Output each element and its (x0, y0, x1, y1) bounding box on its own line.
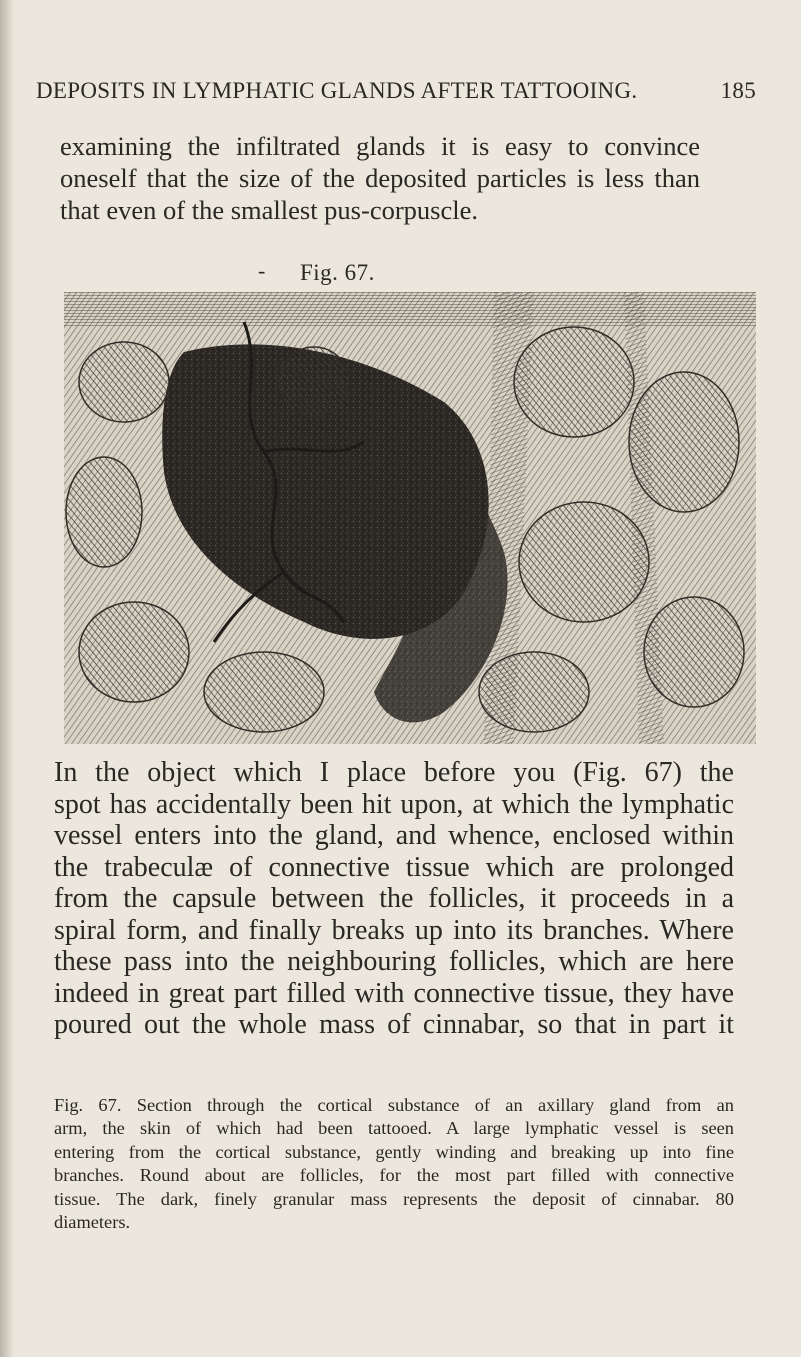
text-line: spot has accidentally been hit upon, at which the lymphatic (54, 788, 734, 820)
intro-paragraph (60, 130, 700, 226)
caption-line: Fig. 67. Section through the cortical substance of an axillary gland from an (54, 1095, 734, 1115)
text-line: examining the infiltrated glands it is easy to convince (60, 131, 700, 161)
caption-line: arm, the skin of which had been tattooed. A large lymphatic vessel is seen (54, 1118, 734, 1139)
body-paragraph (54, 757, 734, 1041)
figure-illustration (64, 292, 756, 744)
capsule-band (64, 292, 756, 328)
caption-line: diameters. (54, 1212, 131, 1233)
text-line: that even of the smallest pus-corpuscle. (60, 195, 478, 225)
running-head-title: DEPOSITS IN LYMPHATIC GLANDS AFTER TATTOOING. (36, 78, 638, 103)
caption-line: tissue. The dark, finely granular mass represents the deposit of cinnabar. 80 (54, 1188, 734, 1209)
page-edge-shadow (0, 0, 14, 1357)
text-line: spiral form, and finally breaks up into its branches. Where (54, 914, 734, 946)
caption-line: entering from the cortical substance, gently winding and breaking up into fine (54, 1141, 734, 1162)
figure-caption (54, 1094, 734, 1234)
caption-line: branches. Round about are follicles, for the most part filled with connective (54, 1165, 734, 1186)
running-head (36, 78, 756, 104)
text-line: In the object which I place before you (Fig. 67) the (54, 757, 734, 788)
figure-label: Fig. 67. (300, 260, 375, 285)
text-line: oneself that the size of the deposited particles is less than (60, 163, 700, 193)
text-line: vessel enters into the gland, and whence, enclosed within (54, 820, 734, 851)
text-line: poured out the whole mass of cinnabar, so that in part it (54, 1009, 734, 1040)
page-number: 185 (720, 78, 756, 103)
text-line: from the capsule between the follicles, it proceeds in a (54, 883, 734, 914)
text-line: indeed in great part filled with connective tissue, they have (54, 977, 734, 1009)
text-line: these pass into the neighbouring follicles, which are here (54, 946, 734, 977)
figure-dash: - (258, 258, 266, 283)
text-line: the trabeculæ of connective tissue which are prolonged (54, 851, 734, 883)
